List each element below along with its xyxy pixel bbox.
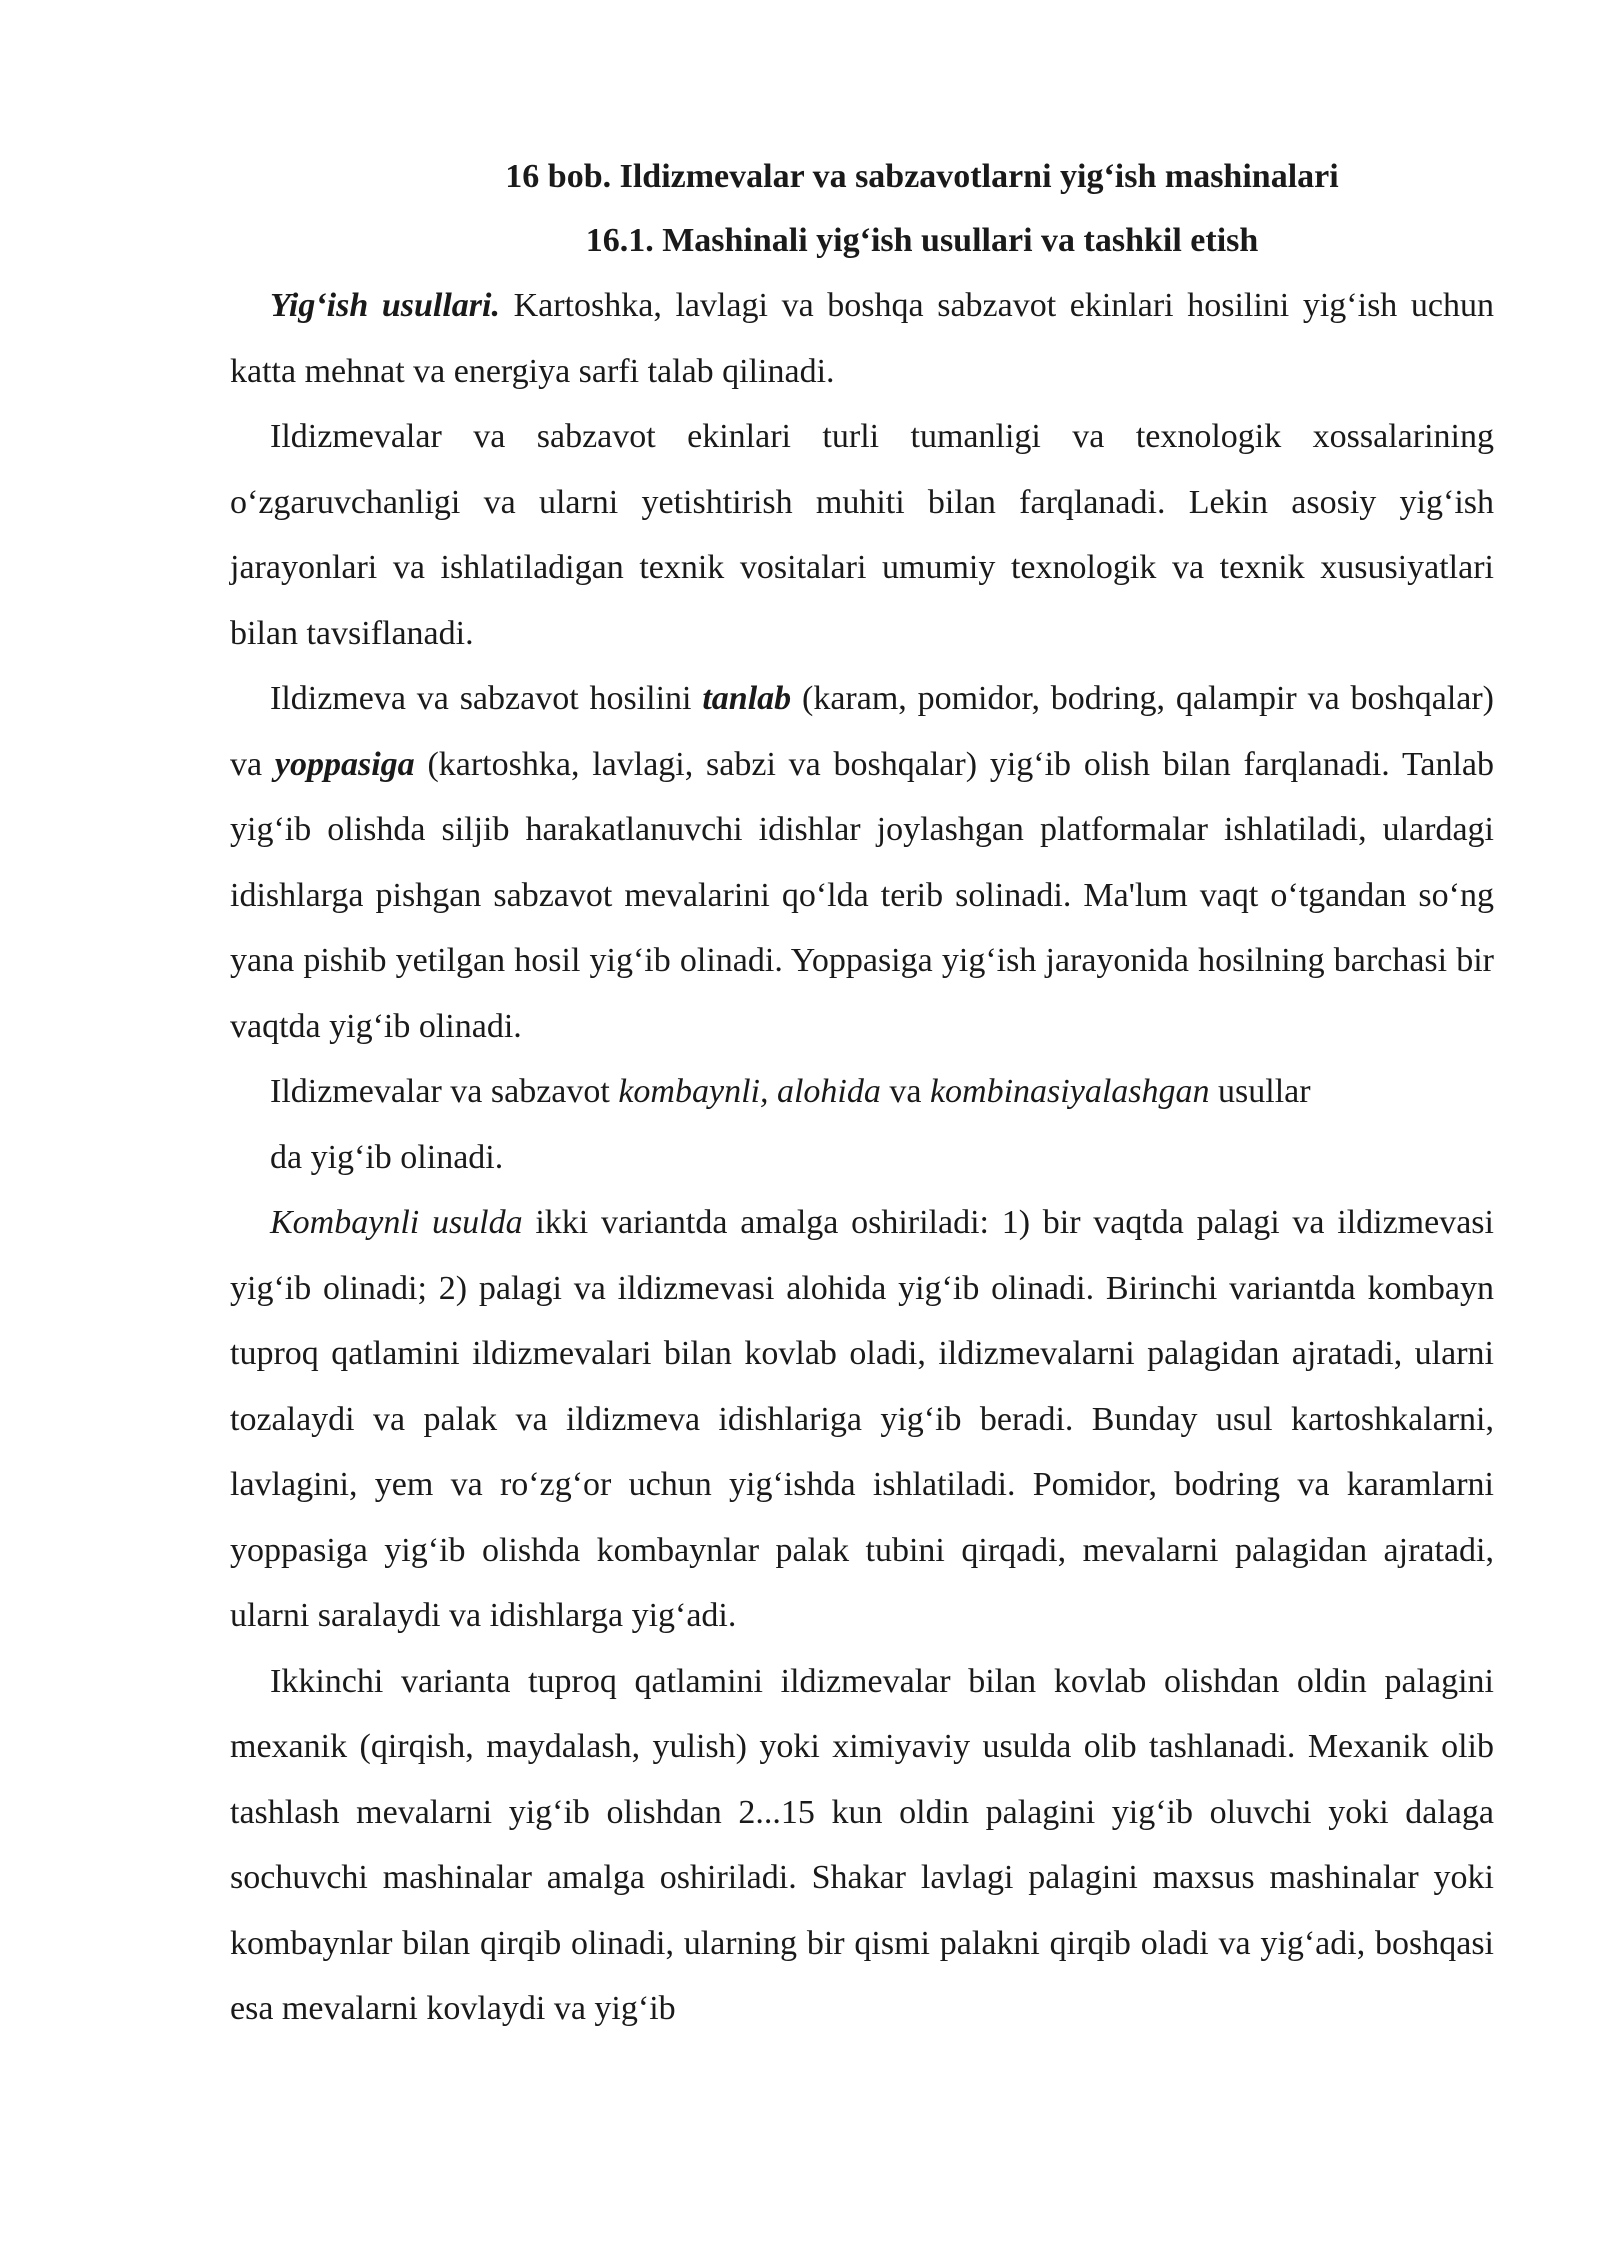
paragraph-1-text: Kartoshka, lavlagi va boshqa sabzavot ekinlari hosilini yig‘ish uchun katta mehnat va energiya sarfi talab qilinadi. xyxy=(230,287,1494,390)
paragraph-4-line-1 xyxy=(270,1059,1494,1125)
paragraph-4-text-a: Ildizmevalar va sabzavot xyxy=(270,1073,619,1110)
lead-heading: Yig‘ish usullari. xyxy=(270,287,500,324)
paragraph-4-text-c: usullar xyxy=(1209,1073,1311,1110)
term-tanlab: tanlab xyxy=(702,680,792,717)
paragraph-2: Ildizmevalar va sabzavot ekinlari turli tumanligi va texnologik xossalarining o‘zgaruvchanligi va ularni yetishtirish muhiti bilan farqlanadi. Lekin asosiy yig‘ish jarayonlari va ishlatiladigan texnik vositalari umumiy texnologik va texnik xususiyatlari bilan tavsiflanadi. xyxy=(230,418,1494,652)
paragraph-5-text: ikki variantda amalga oshiriladi: 1) bir vaqtda palagi va ildizmevasi yig‘ib olinadi; 2) palagi va ildizmevasi alohida yig‘ib olinadi. Birinchi variantda kombayn tuproq qatlamini ildizmevalari bilan kovlab oladi, ildizmevalarni palagidan ajratadi, ularni tozalaydi va palak va ildizmeva idishlariga yig‘ib beradi. Bunday usul kartoshkalarni, lavlagini, yem va ro‘zg‘or uchun yig‘ishda ishlatiladi. Pomidor, bodring va karamlarni yoppasiga yig‘ib olishda kombaynlar palak tubini qirqadi, mevalarni palagidan ajratadi, ularni saralaydi va idishlarga yig‘adi. xyxy=(230,1204,1494,1634)
paragraph-4-text-b: va xyxy=(880,1073,930,1110)
paragraph-4-line-2: da yig‘ib olinadi. xyxy=(270,1138,504,1176)
paragraph-4 xyxy=(230,1059,1494,1190)
paragraph-3-text-a: Ildizmeva va sabzavot hosilini xyxy=(270,680,703,717)
term-kombaynli-alohida: kombaynli, alohida xyxy=(618,1073,881,1110)
paragraph-6: Ikkinchi varianta tuproq qatlamini ildizmevalar bilan kovlab olishdan oldin palagini mexanik (qirqish, maydalash, yulish) yoki ximiyaviy usulda olib tashlanadi. Mexanik olib tashlash mevalarni yig‘ib olishdan 2...15 kun oldin palagini yig‘ib oluvchi yoki dalaga sochuvchi mashinalar amalga oshiriladi. Shakar lavlagi palagini maxsus mashinalar yoki kombaynlar bilan qirqib olinadi, ularning bir qismi palakni qirqib oladi va yig‘adi, boshqasi esa mevalarni kovlaydi va yig‘ib xyxy=(230,1662,1494,2027)
paragraph-5 xyxy=(230,1190,1494,1649)
chapter-title: 16 bob. Ildizmevalar va sabzavotlarni yig‘ish mashinalari xyxy=(505,158,1339,195)
term-kombaynli-usulda: Kombaynli usulda xyxy=(270,1204,523,1241)
paragraph-3 xyxy=(230,666,1494,1059)
document-body xyxy=(230,145,1494,2042)
section-title: 16.1. Mashinali yig‘ish usullari va tashkil etish xyxy=(585,222,1259,259)
term-yoppasiga: yoppasiga xyxy=(274,745,415,783)
term-kombinasiyalashgan: kombinasiyalashgan xyxy=(929,1073,1210,1110)
paragraph-3-text-c: (kartoshka, lavlagi, sabzi va boshqalar) yig‘ib olish bilan farqlanadi. Tanlab yig‘ib olishda siljib harakatlanuvchi idishlar joylashgan platformalar ishlatiladi, ulardagi idishlarga pishgan sabzavot mevalarini qo‘lda terib solinadi. Ma'lum vaqt o‘tgandan so‘ng yana pishib yetilgan hosil yig‘ib olinadi. Yoppasiga yig‘ish jarayonida hosilning barchasi bir vaqtda yig‘ib olinadi. xyxy=(230,745,1494,1045)
paragraph-3-text-b: (karam, pomidor, bodring, qalampir va boshqalar) va xyxy=(230,680,1494,783)
paragraph-1 xyxy=(230,273,1494,404)
